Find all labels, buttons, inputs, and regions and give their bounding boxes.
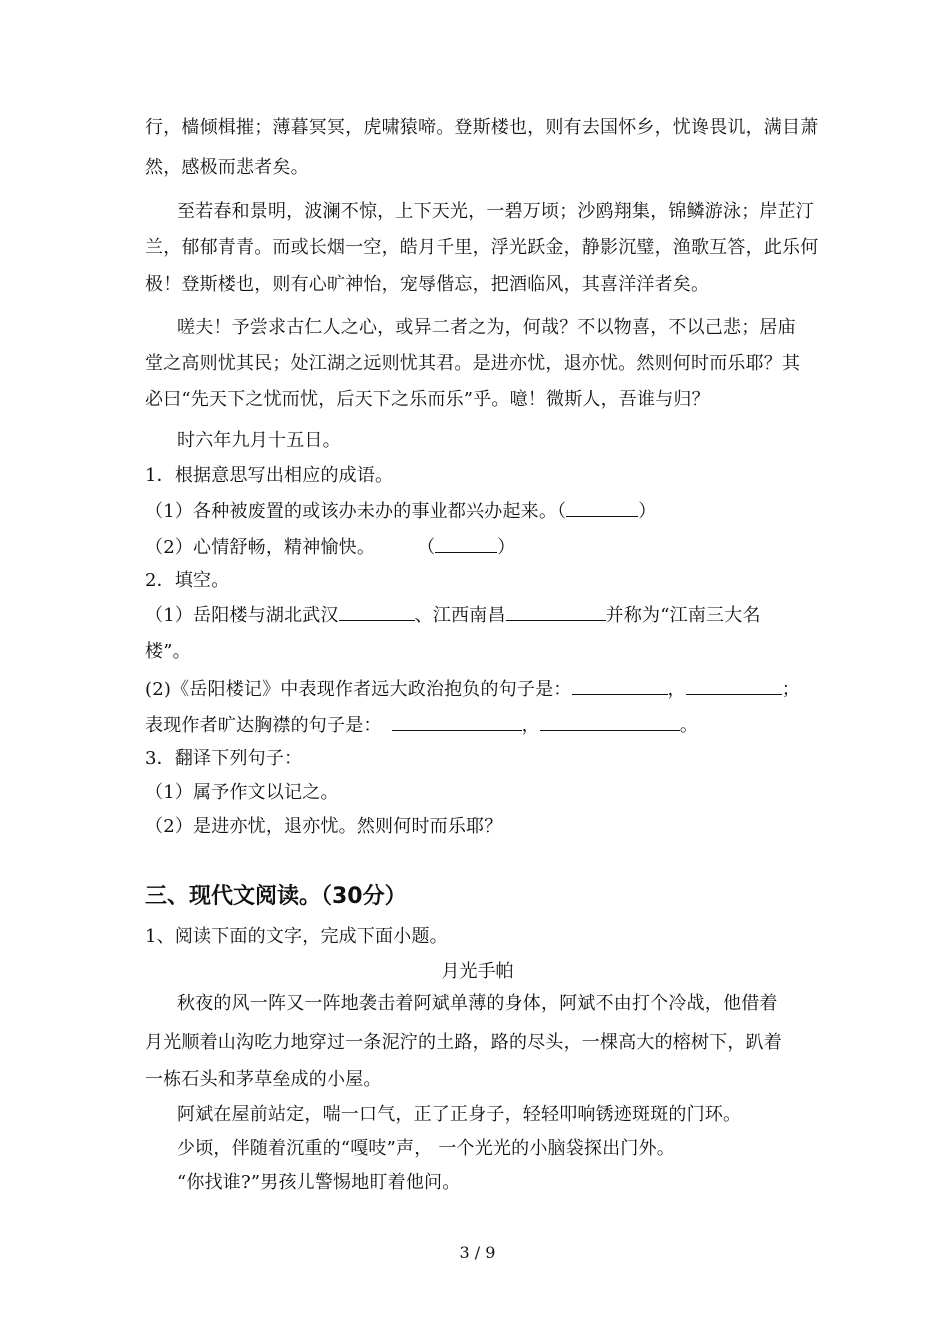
question-text: （ xyxy=(417,537,436,558)
question-2-2 xyxy=(145,676,800,702)
answer-blank[interactable] xyxy=(506,602,606,621)
question-2-1-cont: 楼”。 xyxy=(145,641,191,662)
question-3-1: （1）属予作文以记之。 xyxy=(145,782,339,803)
question-text: ） xyxy=(638,501,657,522)
answer-blank[interactable] xyxy=(566,498,638,517)
question-text: ） xyxy=(497,537,516,558)
page-number: 3 / 9 xyxy=(459,1243,496,1262)
question-text: ； xyxy=(781,679,800,700)
passage-line: 兰，郁郁青青。而或长烟一空，皓月千里，浮光跃金，静影沉璧，渔歌互答，此乐何 xyxy=(145,237,819,258)
passage-line: 至若春和景明，波澜不惊，上下天光，一碧万顷；沙鸥翔集，锦鳞游泳；岸芷汀 xyxy=(177,201,814,222)
section-3-heading: 三、现代文阅读。（30分） xyxy=(145,884,407,909)
question-text: （1）岳阳楼与湖北武汉 xyxy=(145,605,339,626)
story-line: 阿斌在屋前站定，喘一口气，正了正身子，轻轻叩响锈迹斑斑的门环。 xyxy=(177,1104,742,1125)
question-2-1 xyxy=(145,602,761,628)
question-text: ， xyxy=(667,679,686,700)
question-text: （2）心情舒畅，精神愉快。 xyxy=(145,537,376,558)
passage-line: 嗟夫！予尝求古仁人之心，或异二者之为，何哉？不以物喜，不以己悲；居庙 xyxy=(177,317,796,338)
passage-date: 时六年九月十五日。 xyxy=(177,430,341,451)
passage-line: 极！登斯楼也，则有心旷神怡，宠辱偕忘，把酒临风，其喜洋洋者矣。 xyxy=(145,274,710,295)
answer-blank[interactable] xyxy=(339,602,415,621)
question-text: （1）各种被废置的或该办未办的事业都兴办起来。（ xyxy=(145,501,567,522)
question-1-title: 1．根据意思写出相应的成语。 xyxy=(145,465,394,486)
question-text: 、江西南昌 xyxy=(414,605,506,626)
answer-blank[interactable] xyxy=(572,676,668,695)
passage-line: 必曰“先天下之忧而忧，后天下之乐而乐”乎。噫！微斯人，吾谁与归？ xyxy=(145,389,710,410)
question-text: (2)《岳阳楼记》中表现作者远大政治抱负的句子是： xyxy=(145,679,572,700)
answer-blank[interactable] xyxy=(686,676,782,695)
question-1-1 xyxy=(145,498,656,524)
story-line: 一栋石头和茅草垒成的小屋。 xyxy=(145,1069,382,1090)
question-text: 表现作者旷达胸襟的句子是： xyxy=(145,715,382,736)
answer-blank[interactable] xyxy=(435,534,497,553)
question-2-title: 2．填空。 xyxy=(145,570,230,591)
story-line: 少顷，伴随着沉重的“嘎吱”声， 一个光光的小脑袋探出门外。 xyxy=(177,1138,675,1159)
question-text: 。 xyxy=(679,715,699,736)
story-line: “你找谁?”男孩儿警惕地盯着他问。 xyxy=(177,1172,461,1193)
question-3-2: （2）是进亦忧，退亦忧。然则何时而乐耶？ xyxy=(145,816,503,837)
section-3-instruction: 1、阅读下面的文字，完成下面小题。 xyxy=(145,926,448,947)
passage-line: 堂之高则忧其民；处江湖之远则忧其君。是进亦忧，退亦忧。然则何时而乐耶？其 xyxy=(145,353,801,374)
question-text: ， xyxy=(521,715,540,736)
question-2-2-cont xyxy=(145,712,698,738)
story-line: 秋夜的风一阵又一阵地袭击着阿斌单薄的身体，阿斌不由打个冷战，他借着 xyxy=(177,993,778,1014)
story-line: 月光顺着山沟吃力地穿过一条泥泞的土路，路的尽头，一棵高大的榕树下，趴着 xyxy=(145,1032,782,1053)
passage-line: 然，感极而悲者矣。 xyxy=(145,157,309,178)
document-page xyxy=(145,0,819,1344)
passage-line: 行，樯倾楫摧；薄暮冥冥，虎啸猿啼。登斯楼也，则有去国怀乡，忧谗畏讥，满目萧 xyxy=(145,117,819,138)
question-1-2 xyxy=(145,534,515,560)
question-3-title: 3．翻译下列句子： xyxy=(145,748,303,769)
answer-blank[interactable] xyxy=(540,712,680,731)
answer-blank[interactable] xyxy=(392,712,522,731)
story-title: 月光手帕 xyxy=(441,961,514,982)
question-text: 并称为“江南三大名 xyxy=(605,605,761,626)
